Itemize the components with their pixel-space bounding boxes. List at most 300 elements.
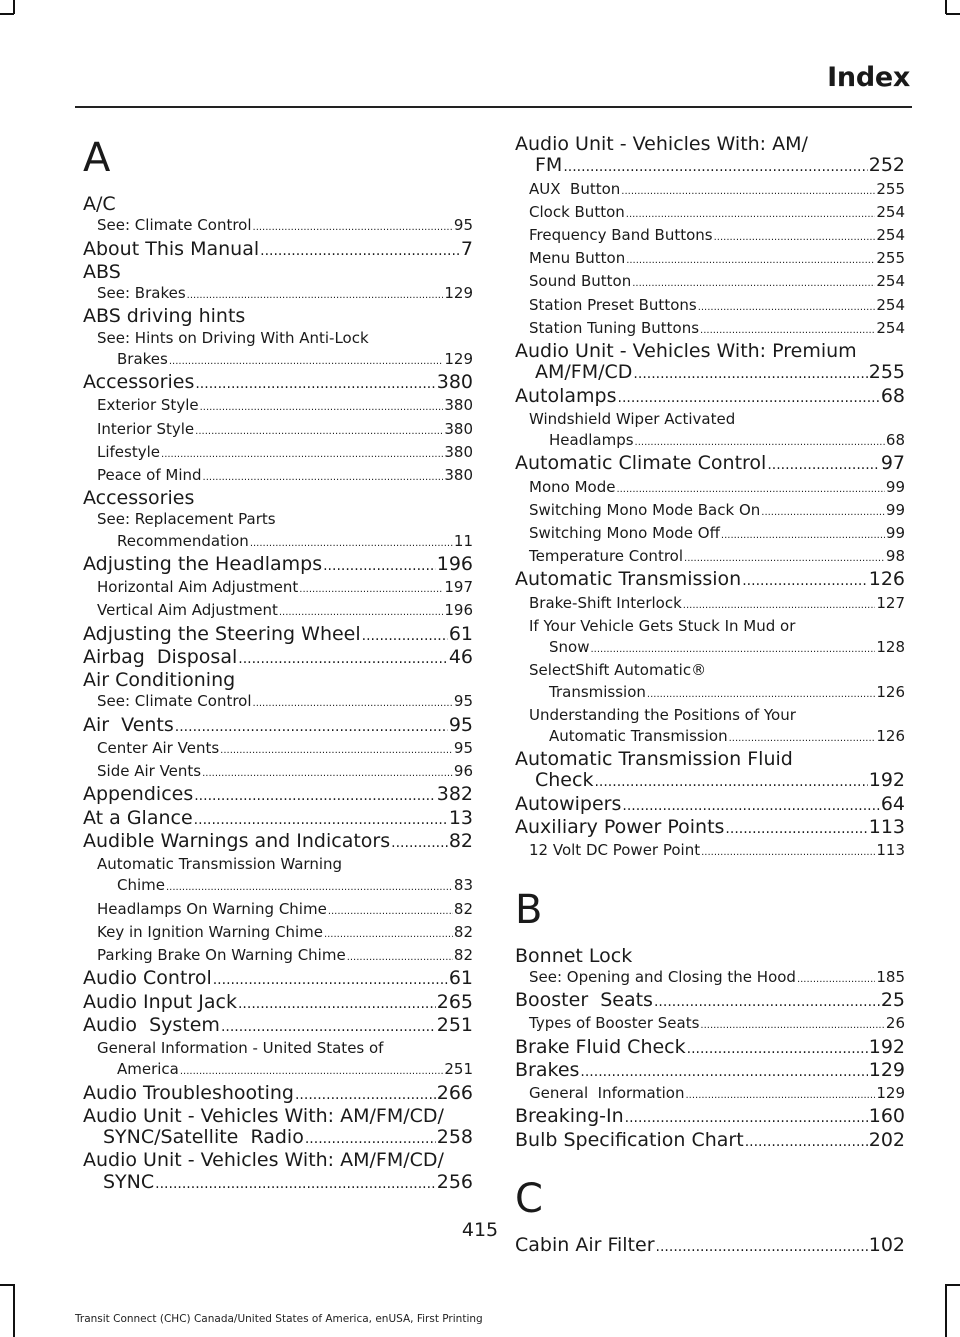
entry-page-number: 256 bbox=[436, 1170, 473, 1193]
dot-leader bbox=[700, 318, 875, 341]
dot-leader bbox=[698, 295, 876, 318]
index-entry[interactable] bbox=[515, 362, 905, 385]
index-entry[interactable] bbox=[83, 465, 473, 488]
dot-leader bbox=[684, 546, 885, 569]
entry-label: Chime bbox=[117, 876, 165, 895]
entry-label: General Information bbox=[529, 1084, 685, 1103]
dot-leader bbox=[685, 1083, 875, 1106]
entry-page-number: 61 bbox=[448, 967, 473, 990]
entry-page-number: 380 bbox=[444, 419, 473, 438]
entry-page-number: 46 bbox=[448, 645, 473, 668]
index-entry[interactable] bbox=[83, 1059, 473, 1082]
dot-leader bbox=[175, 715, 448, 738]
dot-leader bbox=[635, 430, 885, 453]
page-number: 415 bbox=[461, 1219, 499, 1241]
entry-page-number: 266 bbox=[436, 1081, 473, 1104]
entry-page-number: 380 bbox=[444, 465, 473, 484]
entry-label: Sound Button bbox=[529, 272, 632, 291]
index-entry[interactable] bbox=[515, 1106, 905, 1129]
entry-page-number: 99 bbox=[885, 477, 905, 496]
index-entry[interactable] bbox=[515, 179, 905, 202]
entry-page-number: 61 bbox=[448, 622, 473, 645]
index-entry[interactable] bbox=[515, 453, 905, 476]
dot-leader bbox=[362, 624, 448, 647]
entry-label: Headlamps On Warning Chime bbox=[97, 899, 327, 918]
dot-leader bbox=[797, 967, 875, 990]
crop-mark-bottom-left-v bbox=[13, 1284, 15, 1337]
index-column-right bbox=[515, 134, 905, 1258]
entry-page-number: 83 bbox=[453, 876, 473, 895]
entry-label: Auxiliary Power Points bbox=[515, 816, 725, 839]
dot-leader bbox=[654, 990, 880, 1013]
entry-label: Audible Warnings and Indicators bbox=[83, 829, 391, 852]
entry-label: See: Climate Control bbox=[97, 692, 252, 711]
dot-leader bbox=[742, 569, 868, 592]
index-entry[interactable] bbox=[83, 1127, 473, 1150]
entry-page-number: 196 bbox=[444, 601, 473, 620]
entry-label: Brake-Shift Interlock bbox=[529, 593, 682, 612]
dot-leader bbox=[594, 770, 867, 793]
index-entry[interactable] bbox=[83, 691, 473, 714]
entry-page-number: 95 bbox=[453, 738, 473, 757]
index-entry[interactable] bbox=[515, 1083, 905, 1106]
index-entry[interactable] bbox=[83, 808, 473, 831]
dot-leader bbox=[621, 179, 875, 202]
entry-label: Center Air Vents bbox=[97, 738, 220, 757]
entry-page-number: 64 bbox=[880, 792, 905, 815]
index-entry[interactable] bbox=[83, 600, 473, 623]
dot-leader bbox=[250, 531, 453, 554]
index-entry[interactable] bbox=[83, 624, 473, 647]
index-entry[interactable] bbox=[515, 840, 905, 863]
entry-page-number: 380 bbox=[444, 396, 473, 415]
crop-mark-top-left-h bbox=[0, 13, 14, 15]
index-heading: ABS bbox=[83, 260, 121, 283]
index-entry[interactable] bbox=[515, 500, 905, 523]
entry-label: Cabin Air Filter bbox=[515, 1233, 655, 1256]
dot-leader bbox=[328, 899, 453, 922]
entry-page-number: 127 bbox=[876, 593, 905, 612]
dot-leader bbox=[618, 386, 880, 409]
entry-label: Autolamps bbox=[515, 384, 617, 407]
entry-label: Interior Style bbox=[97, 419, 195, 438]
crop-mark-bottom-right-h bbox=[946, 1284, 960, 1286]
entry-label: Audio Troubleshooting bbox=[83, 1081, 294, 1104]
index-entry[interactable] bbox=[83, 831, 473, 854]
index-heading: Air Conditioning bbox=[83, 669, 236, 692]
index-entry[interactable] bbox=[83, 992, 473, 1015]
dot-leader bbox=[622, 794, 879, 817]
entry-label: Switching Mono Mode Back On bbox=[529, 500, 761, 519]
entry-label-line1: SelectShift Automatic® bbox=[529, 661, 707, 680]
entry-label-line1: Windshield Wiper Activated bbox=[529, 409, 736, 428]
index-entry[interactable] bbox=[83, 922, 473, 945]
entry-page-number: 82 bbox=[453, 899, 473, 918]
dot-leader bbox=[299, 577, 443, 600]
entry-label: Exterior Style bbox=[97, 396, 199, 415]
entry-label-line1: Understanding the Positions of Your bbox=[529, 705, 796, 724]
index-entry[interactable] bbox=[515, 726, 905, 749]
dot-leader bbox=[253, 691, 453, 714]
dot-leader bbox=[745, 1130, 868, 1153]
entry-page-number: 160 bbox=[868, 1105, 905, 1128]
entry-page-number: 82 bbox=[453, 922, 473, 941]
index-entry[interactable] bbox=[83, 784, 473, 807]
entry-label: See: Opening and Closing the Hood bbox=[529, 967, 796, 986]
index-entry[interactable] bbox=[83, 349, 473, 372]
entry-label: Mono Mode bbox=[529, 477, 616, 496]
index-entry[interactable] bbox=[515, 225, 905, 248]
entry-page-number: 196 bbox=[436, 552, 473, 575]
entry-page-number: 254 bbox=[876, 295, 905, 314]
index-entry[interactable] bbox=[83, 968, 473, 991]
page-title: Index bbox=[827, 62, 910, 93]
entry-label: Transmission bbox=[549, 682, 646, 701]
entry-label: Side Air Vents bbox=[97, 762, 202, 781]
entry-label: Frequency Band Buttons bbox=[529, 226, 713, 244]
entry-label: Parking Brake On Warning Chime bbox=[97, 946, 346, 965]
index-entry[interactable] bbox=[515, 477, 905, 500]
entry-label: Audio Control bbox=[83, 967, 212, 990]
entry-label-line1: Automatic Transmission Warning bbox=[97, 855, 343, 874]
crop-mark-top-right-h bbox=[946, 13, 960, 15]
index-entry[interactable] bbox=[515, 386, 905, 409]
dot-leader bbox=[391, 831, 448, 854]
dot-leader bbox=[194, 808, 448, 831]
index-entry[interactable] bbox=[83, 283, 473, 306]
entry-label-line1: Audio Unit - Vehicles With: AM/FM/CD/ bbox=[83, 1104, 444, 1127]
entry-page-number: 26 bbox=[885, 1014, 905, 1033]
index-entry[interactable] bbox=[83, 577, 473, 600]
entry-page-number: 380 bbox=[436, 371, 473, 393]
entry-label: Autowipers bbox=[515, 792, 622, 815]
index-entry[interactable] bbox=[83, 761, 473, 784]
dot-leader bbox=[221, 1015, 436, 1038]
entry-page-number: 258 bbox=[436, 1126, 473, 1149]
dot-leader bbox=[761, 500, 885, 523]
dot-leader bbox=[202, 761, 453, 784]
entry-page-number: 251 bbox=[444, 1060, 473, 1079]
dot-leader bbox=[729, 726, 876, 749]
dot-leader bbox=[238, 647, 448, 670]
entry-label: Brakes bbox=[515, 1058, 580, 1081]
dot-leader bbox=[213, 968, 448, 991]
dot-leader bbox=[632, 271, 875, 294]
dot-leader bbox=[200, 395, 444, 418]
entry-label: See: Climate Control bbox=[97, 216, 252, 235]
index-entry[interactable] bbox=[515, 569, 905, 592]
entry-page-number: 265 bbox=[436, 990, 473, 1013]
index-heading: A/C bbox=[83, 193, 116, 215]
index-entry[interactable] bbox=[83, 419, 473, 442]
entry-label: Key in Ignition Warning Chime bbox=[97, 922, 323, 941]
dot-leader bbox=[721, 523, 885, 546]
dot-leader bbox=[580, 1060, 867, 1083]
entry-label: Audio Input Jack bbox=[83, 990, 237, 1013]
entry-label-line1: If Your Vehicle Gets Stuck In Mud or bbox=[529, 616, 796, 635]
index-entry[interactable] bbox=[83, 945, 473, 968]
entry-page-number: 202 bbox=[868, 1128, 905, 1151]
entry-label: Headlamps bbox=[549, 431, 634, 450]
dot-leader bbox=[305, 1127, 436, 1150]
entry-page-number: 96 bbox=[453, 762, 473, 781]
entry-label-line1: General Information - United States of bbox=[97, 1039, 384, 1058]
index-entry[interactable] bbox=[515, 593, 905, 616]
entry-page-number: 185 bbox=[876, 967, 905, 986]
index-entry[interactable] bbox=[515, 155, 905, 178]
dot-leader bbox=[155, 1172, 436, 1195]
entry-page-number: 254 bbox=[876, 318, 905, 337]
index-entry[interactable] bbox=[515, 1060, 905, 1083]
entry-page-number: 95 bbox=[453, 692, 473, 711]
entry-page-number: 102 bbox=[868, 1233, 905, 1256]
entry-label-line1: Automatic Transmission Fluid bbox=[515, 748, 793, 771]
entry-page-number: 126 bbox=[868, 568, 905, 591]
entry-label: 12 Volt DC Power Point bbox=[529, 841, 701, 860]
entry-label: Clock Button bbox=[529, 202, 625, 221]
entry-page-number: 99 bbox=[885, 500, 905, 519]
entry-page-number: 129 bbox=[868, 1058, 905, 1081]
entry-label: Breaking-In bbox=[515, 1105, 624, 1128]
entry-label: Snow bbox=[549, 638, 590, 657]
dot-leader bbox=[195, 372, 435, 395]
entry-page-number: 252 bbox=[868, 154, 905, 177]
entry-page-number: 82 bbox=[453, 946, 473, 965]
entry-label: See: Brakes bbox=[97, 284, 186, 303]
dot-leader bbox=[203, 465, 444, 488]
entry-label: At a Glance bbox=[83, 806, 193, 829]
index-entry[interactable] bbox=[515, 318, 905, 341]
section-letter: A bbox=[83, 135, 111, 181]
dot-leader bbox=[260, 239, 460, 262]
entry-label: Recommendation bbox=[117, 531, 249, 550]
index-entry[interactable] bbox=[83, 554, 473, 577]
dot-leader bbox=[683, 593, 876, 616]
dot-leader bbox=[626, 248, 875, 271]
entry-page-number: 113 bbox=[876, 841, 905, 860]
dot-leader bbox=[687, 1037, 868, 1060]
entry-page-number: 68 bbox=[880, 384, 905, 407]
dot-leader bbox=[647, 682, 875, 705]
entry-label-line1: See: Hints on Driving With Anti-Lock bbox=[97, 328, 369, 347]
entry-label: Automatic Climate Control bbox=[515, 452, 767, 475]
entry-page-number: 95 bbox=[453, 216, 473, 235]
entry-label: Peace of Mind bbox=[97, 465, 202, 484]
dot-leader bbox=[166, 875, 453, 898]
header-divider bbox=[75, 106, 912, 108]
index-entry[interactable] bbox=[83, 738, 473, 761]
index-entry[interactable] bbox=[83, 372, 473, 395]
entry-label: Vertical Aim Adjustment bbox=[97, 601, 278, 620]
index-entry[interactable] bbox=[515, 202, 905, 225]
entry-page-number: 254 bbox=[876, 226, 905, 244]
entry-label: Types of Booster Seats bbox=[529, 1014, 700, 1033]
entry-label: Lifestyle bbox=[97, 442, 161, 461]
dot-leader bbox=[616, 477, 884, 500]
entry-page-number: 128 bbox=[876, 638, 905, 657]
entry-page-number: 254 bbox=[876, 202, 905, 221]
entry-page-number: 255 bbox=[876, 179, 905, 198]
index-entry[interactable] bbox=[515, 682, 905, 705]
entry-page-number: 82 bbox=[448, 829, 473, 852]
entry-page-number: 99 bbox=[885, 524, 905, 543]
index-entry[interactable] bbox=[515, 770, 905, 793]
entry-page-number: 192 bbox=[868, 769, 905, 792]
dot-leader bbox=[633, 362, 867, 385]
index-heading: ABS driving hints bbox=[83, 305, 246, 328]
dot-leader bbox=[169, 349, 444, 372]
dot-leader bbox=[238, 992, 436, 1015]
entry-page-number: 126 bbox=[876, 726, 905, 745]
crop-mark-bottom-right-v bbox=[945, 1284, 947, 1337]
index-entry[interactable] bbox=[83, 899, 473, 922]
index-entry[interactable] bbox=[515, 794, 905, 817]
index-entry[interactable] bbox=[515, 1013, 905, 1036]
entry-label: Accessories bbox=[83, 371, 195, 393]
crop-mark-bottom-left-h bbox=[0, 1284, 14, 1286]
index-entry[interactable] bbox=[83, 1083, 473, 1106]
dot-leader bbox=[725, 817, 867, 840]
dot-leader bbox=[563, 155, 867, 178]
entry-label: Brakes bbox=[117, 349, 168, 368]
entry-label: Horizontal Aim Adjustment bbox=[97, 578, 299, 597]
dot-leader bbox=[295, 1083, 436, 1106]
entry-label: SYNC bbox=[103, 1170, 155, 1193]
entry-label: Booster Seats bbox=[515, 989, 653, 1012]
dot-leader bbox=[161, 442, 443, 465]
entry-page-number: 113 bbox=[868, 816, 905, 839]
entry-page-number: 255 bbox=[868, 361, 905, 384]
dot-leader bbox=[347, 945, 453, 968]
dot-leader bbox=[767, 453, 879, 476]
entry-label: Check bbox=[535, 769, 594, 792]
dot-leader bbox=[180, 1059, 443, 1082]
index-entry[interactable] bbox=[515, 523, 905, 546]
index-entry[interactable] bbox=[515, 430, 905, 453]
dot-leader bbox=[194, 784, 436, 807]
entry-label: FM bbox=[535, 154, 563, 177]
footer-text: Transit Connect (CHC) Canada/United States of America, enUSA, First Printing bbox=[75, 1313, 483, 1325]
entry-page-number: 68 bbox=[885, 431, 905, 450]
entry-label: Brake Fluid Check bbox=[515, 1035, 686, 1058]
entry-page-number: 197 bbox=[444, 578, 473, 597]
entry-label: Appendices bbox=[83, 783, 194, 806]
index-entry[interactable] bbox=[83, 442, 473, 465]
crop-mark-top-left-v bbox=[13, 0, 15, 14]
dot-leader bbox=[324, 922, 453, 945]
dot-leader bbox=[701, 840, 875, 863]
entry-page-number: 7 bbox=[460, 237, 473, 260]
dot-leader bbox=[700, 1013, 885, 1036]
entry-label: AUX Button bbox=[529, 179, 621, 198]
dot-leader bbox=[590, 637, 875, 660]
index-column-left bbox=[83, 134, 473, 1195]
index-entry[interactable] bbox=[83, 531, 473, 554]
dot-leader bbox=[279, 600, 444, 623]
entry-label: Automatic Transmission bbox=[549, 726, 728, 745]
dot-leader bbox=[220, 738, 453, 761]
entry-label: Menu Button bbox=[529, 249, 626, 268]
entry-page-number: 129 bbox=[876, 1084, 905, 1103]
section-letter: B bbox=[515, 886, 543, 933]
entry-page-number: 192 bbox=[868, 1035, 905, 1058]
section-letter: C bbox=[515, 1175, 543, 1222]
index-heading: Bonnet Lock bbox=[515, 944, 633, 967]
index-entry[interactable] bbox=[83, 647, 473, 670]
entry-label-line1: Audio Unit - Vehicles With: AM/ bbox=[515, 133, 808, 155]
index-entry[interactable] bbox=[515, 248, 905, 271]
index-entry[interactable] bbox=[83, 715, 473, 738]
index-entry[interactable] bbox=[515, 271, 905, 294]
index-entry[interactable] bbox=[83, 1172, 473, 1195]
entry-page-number: 129 bbox=[444, 284, 473, 303]
dot-leader bbox=[323, 554, 436, 577]
entry-label: Adjusting the Headlamps bbox=[83, 552, 323, 575]
entry-label: Audio System bbox=[83, 1013, 220, 1036]
entry-label-line1: See: Replacement Parts bbox=[97, 510, 276, 529]
dot-leader bbox=[626, 202, 876, 225]
entry-page-number: 380 bbox=[444, 442, 473, 461]
entry-page-number: 251 bbox=[436, 1013, 473, 1036]
index-entry[interactable] bbox=[83, 1015, 473, 1038]
entry-label: Temperature Control bbox=[529, 547, 684, 566]
index-entry[interactable] bbox=[515, 990, 905, 1013]
entry-page-number: 97 bbox=[880, 452, 905, 475]
entry-page-number: 95 bbox=[448, 713, 473, 736]
entry-label: SYNC/Satellite Radio bbox=[103, 1126, 304, 1149]
index-entry[interactable] bbox=[83, 215, 473, 238]
index-entry[interactable] bbox=[515, 1037, 905, 1060]
index-entry[interactable] bbox=[515, 637, 905, 660]
index-entry[interactable] bbox=[515, 295, 905, 318]
entry-page-number: 13 bbox=[448, 806, 473, 829]
dot-leader bbox=[187, 283, 444, 306]
index-entry[interactable] bbox=[83, 395, 473, 418]
entry-label: Airbag Disposal bbox=[83, 645, 238, 668]
dot-leader bbox=[625, 1106, 868, 1129]
index-entry[interactable] bbox=[515, 1130, 905, 1153]
entry-label: America bbox=[117, 1060, 179, 1079]
entry-label: Switching Mono Mode Off bbox=[529, 524, 720, 543]
entry-page-number: 11 bbox=[453, 531, 473, 550]
entry-page-number: 254 bbox=[876, 272, 905, 291]
entry-label: Bulb Specification Chart bbox=[515, 1128, 744, 1151]
entry-label: AM/FM/CD bbox=[535, 361, 633, 384]
entry-page-number: 255 bbox=[876, 249, 905, 268]
entry-label-line1: Audio Unit - Vehicles With: AM/FM/CD/ bbox=[83, 1149, 444, 1172]
index-entry[interactable] bbox=[83, 239, 473, 262]
entry-page-number: 126 bbox=[876, 682, 905, 701]
dot-leader bbox=[195, 419, 443, 442]
index-entry[interactable] bbox=[515, 967, 905, 990]
crop-mark-top-right-v bbox=[945, 0, 947, 14]
entry-page-number: 98 bbox=[885, 547, 905, 566]
index-entry[interactable] bbox=[515, 817, 905, 840]
dot-leader bbox=[714, 225, 876, 248]
entry-page-number: 382 bbox=[436, 783, 473, 806]
index-entry[interactable] bbox=[515, 546, 905, 569]
index-heading: Accessories bbox=[83, 487, 195, 510]
entry-label: Station Preset Buttons bbox=[529, 295, 697, 314]
entry-label: About This Manual bbox=[83, 237, 260, 260]
index-entry[interactable] bbox=[83, 875, 473, 898]
entry-label: Station Tuning Buttons bbox=[529, 318, 700, 337]
entry-page-number: 129 bbox=[444, 349, 473, 368]
entry-page-number: 25 bbox=[880, 989, 905, 1012]
entry-label: Automatic Transmission bbox=[515, 568, 742, 591]
entry-label: Adjusting the Steering Wheel bbox=[83, 622, 361, 645]
entry-label-line1: Audio Unit - Vehicles With: Premium bbox=[515, 340, 857, 363]
